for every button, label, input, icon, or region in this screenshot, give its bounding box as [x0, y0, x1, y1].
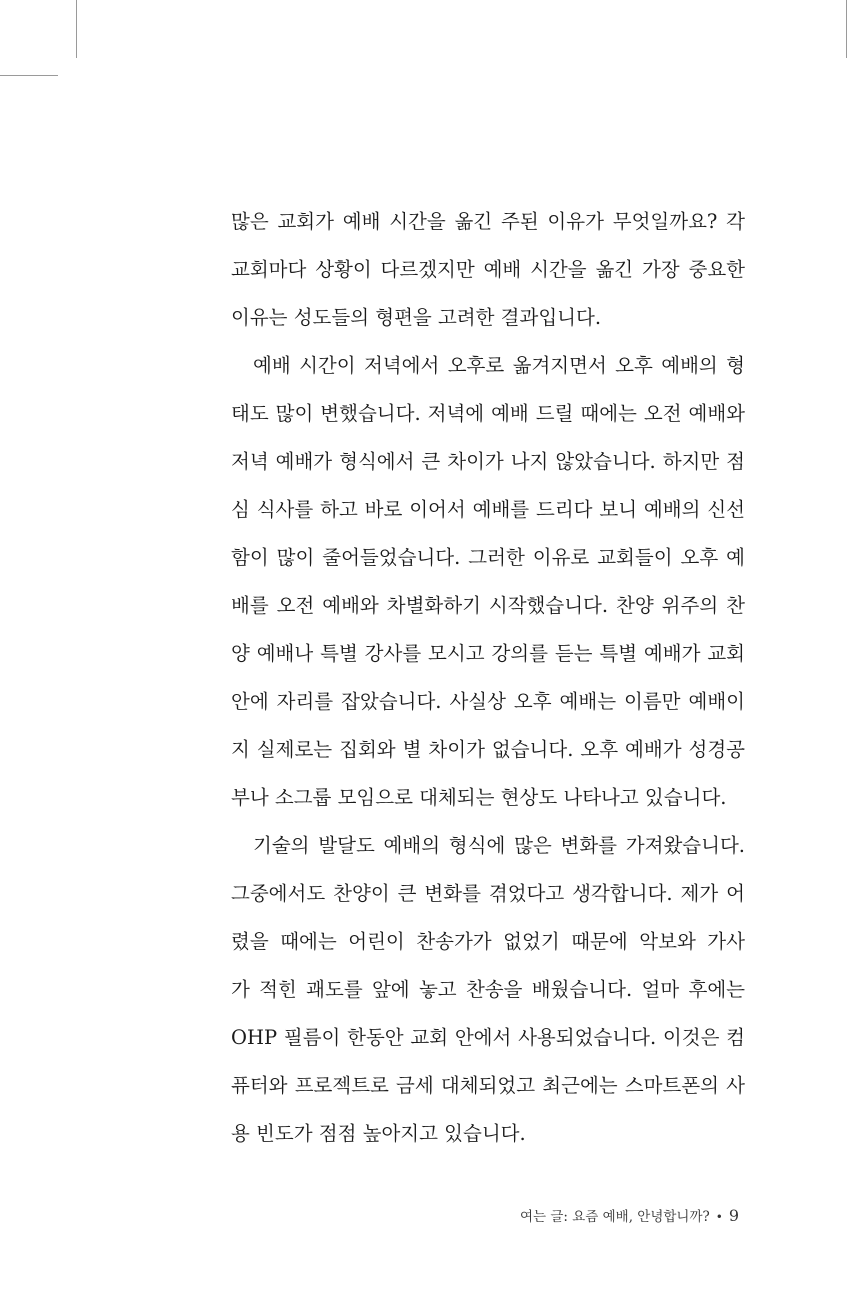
paragraph-2 — [231, 346, 745, 826]
page-footer — [520, 1205, 739, 1225]
text-line: 배를 오전 예배와 차별화하기 시작했습니다. 찬양 위주의 찬 — [231, 594, 745, 617]
text-line: 양 예배나 특별 강사를 모시고 강의를 듣는 특별 예배가 교회 — [231, 642, 745, 665]
text-line: 저녁 예배가 형식에서 큰 차이가 나지 않았습니다. 하지만 점 — [231, 450, 745, 473]
text-line: 용 빈도가 점점 높아지고 있습니다. — [231, 1122, 526, 1145]
text-line: 지 실제로는 집회와 별 차이가 없습니다. 오후 예배가 성경공 — [231, 738, 745, 761]
text-line: 교회마다 상황이 다르겠지만 예배 시간을 옮긴 가장 중요한 — [231, 258, 745, 281]
text-line: 렸을 때에는 어린이 찬송가가 없었기 때문에 악보와 가사 — [231, 930, 745, 953]
text-line: 이유는 성도들의 형편을 고려한 결과입니다. — [231, 306, 602, 329]
paragraph-1 — [231, 202, 745, 346]
page-number: 9 — [728, 1206, 739, 1225]
text-line: 퓨터와 프로젝트로 금세 대체되었고 최근에는 스마트폰의 사 — [231, 1074, 745, 1097]
footer-bullet: • — [715, 1210, 723, 1224]
running-title: 여는 글: 요즘 예배, 안녕합니까? — [520, 1209, 710, 1225]
text-line: 부나 소그룹 모임으로 대체되는 현상도 나타나고 있습니다. — [231, 786, 727, 809]
text-line: 심 식사를 하고 바로 이어서 예배를 드리다 보니 예배의 신선 — [231, 498, 745, 521]
text-line: 함이 많이 줄어들었습니다. 그러한 이유로 교회들이 오후 예 — [231, 546, 745, 569]
crop-mark-left-horizontal — [0, 75, 58, 76]
paragraph-3 — [231, 826, 745, 1162]
text-line: 안에 자리를 잡았습니다. 사실상 오후 예배는 이름만 예배이 — [231, 690, 745, 713]
body-text — [231, 202, 745, 1162]
text-line: 그중에서도 찬양이 큰 변화를 겪었다고 생각합니다. 제가 어 — [231, 882, 745, 905]
text-line: 기술의 발달도 예배의 형식에 많은 변화를 가져왔습니다. — [253, 834, 745, 857]
text-line: OHP 필름이 한동안 교회 안에서 사용되었습니다. 이것은 컴 — [231, 1026, 745, 1049]
crop-mark-right-vertical — [846, 0, 847, 58]
text-line: 많은 교회가 예배 시간을 옮긴 주된 이유가 무엇일까요? 각 — [231, 210, 745, 233]
text-line: 태도 많이 변했습니다. 저녁에 예배 드릴 때에는 오전 예배와 — [231, 402, 745, 425]
text-line: 예배 시간이 저녁에서 오후로 옮겨지면서 오후 예배의 형 — [253, 354, 745, 377]
text-line: 가 적힌 괘도를 앞에 놓고 찬송을 배웠습니다. 얼마 후에는 — [231, 978, 745, 1001]
crop-mark-left-vertical — [76, 0, 77, 58]
